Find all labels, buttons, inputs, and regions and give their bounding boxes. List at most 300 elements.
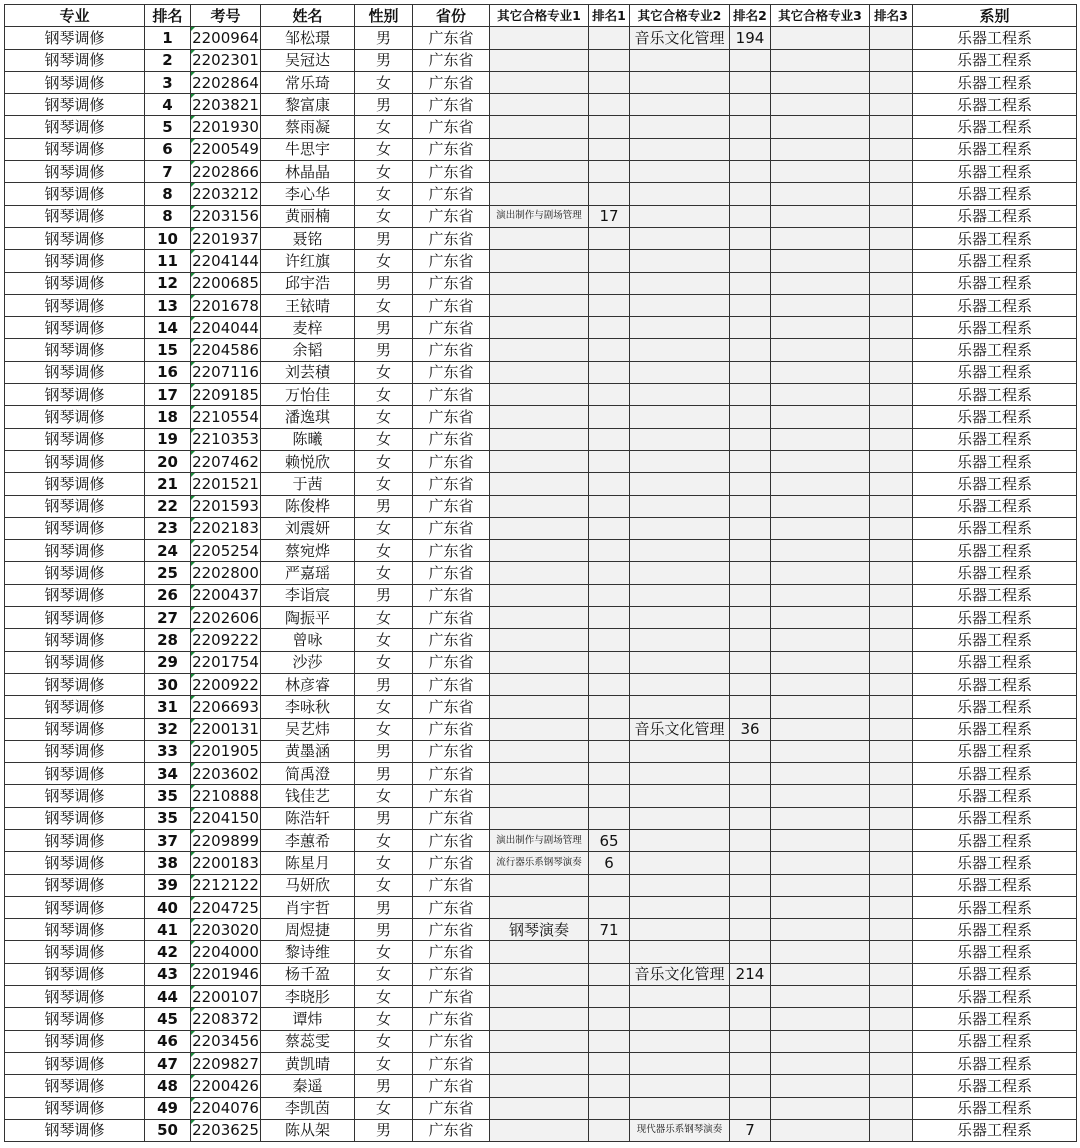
cell-rank-3 [870, 1052, 913, 1074]
cell-province: 广东省 [413, 384, 490, 406]
cell-rank: 11 [145, 250, 191, 272]
cell-exam-id: 2203602 [191, 763, 261, 785]
cell-rank-2 [730, 250, 771, 272]
cell-other-major-2 [630, 384, 730, 406]
cell-rank-2 [730, 361, 771, 383]
cell-department: 乐器工程系 [913, 138, 1077, 160]
cell-major: 钢琴调修 [5, 138, 145, 160]
cell-name: 陈俊桦 [261, 495, 355, 517]
cell-other-major-2 [630, 584, 730, 606]
cell-rank-3 [870, 317, 913, 339]
cell-rank-1 [589, 183, 630, 205]
cell-other-major-2 [630, 1075, 730, 1097]
cell-name: 刘芸積 [261, 361, 355, 383]
cell-other-major-1 [490, 428, 589, 450]
table-row [5, 629, 1077, 651]
cell-rank-1 [589, 584, 630, 606]
cell-department: 乐器工程系 [913, 763, 1077, 785]
table-row [5, 696, 1077, 718]
cell-exam-id: 2202301 [191, 49, 261, 71]
table-row [5, 49, 1077, 71]
cell-rank-2: 7 [730, 1119, 771, 1141]
cell-department: 乐器工程系 [913, 718, 1077, 740]
cell-name: 李晓肜 [261, 986, 355, 1008]
cell-gender: 女 [355, 941, 413, 963]
cell-major: 钢琴调修 [5, 919, 145, 941]
cell-department: 乐器工程系 [913, 1052, 1077, 1074]
cell-province: 广东省 [413, 161, 490, 183]
cell-other-major-3 [771, 94, 870, 116]
cell-rank: 27 [145, 607, 191, 629]
header-major: 专业 [5, 5, 145, 27]
cell-other-major-2 [630, 852, 730, 874]
cell-rank-1 [589, 740, 630, 762]
cell-exam-id: 2201930 [191, 116, 261, 138]
cell-exam-id: 2210554 [191, 406, 261, 428]
header-department: 系别 [913, 5, 1077, 27]
table-row [5, 406, 1077, 428]
cell-other-major-1 [490, 495, 589, 517]
cell-name: 潘逸琪 [261, 406, 355, 428]
cell-province: 广东省 [413, 673, 490, 695]
cell-rank-2 [730, 1075, 771, 1097]
cell-department: 乐器工程系 [913, 941, 1077, 963]
cell-department: 乐器工程系 [913, 116, 1077, 138]
cell-major: 钢琴调修 [5, 562, 145, 584]
cell-department: 乐器工程系 [913, 919, 1077, 941]
cell-other-major-3 [771, 183, 870, 205]
cell-major: 钢琴调修 [5, 183, 145, 205]
cell-exam-id: 2209185 [191, 384, 261, 406]
cell-department: 乐器工程系 [913, 495, 1077, 517]
cell-exam-id: 2210888 [191, 785, 261, 807]
cell-other-major-2 [630, 651, 730, 673]
cell-gender: 男 [355, 740, 413, 762]
cell-name: 黄丽楠 [261, 205, 355, 227]
cell-other-major-2: 音乐文化管理 [630, 963, 730, 985]
cell-rank-2 [730, 406, 771, 428]
cell-rank: 16 [145, 361, 191, 383]
table-row [5, 339, 1077, 361]
table-row [5, 963, 1077, 985]
cell-other-major-3 [771, 919, 870, 941]
cell-other-major-2 [630, 428, 730, 450]
cell-other-major-1 [490, 1097, 589, 1119]
table-row [5, 986, 1077, 1008]
cell-rank: 17 [145, 384, 191, 406]
cell-other-major-2 [630, 317, 730, 339]
cell-exam-id: 2201754 [191, 651, 261, 673]
cell-name: 马妍欣 [261, 874, 355, 896]
cell-other-major-2 [630, 450, 730, 472]
table-row [5, 651, 1077, 673]
cell-rank-1 [589, 71, 630, 93]
cell-rank-1 [589, 27, 630, 49]
cell-rank-1 [589, 473, 630, 495]
cell-major: 钢琴调修 [5, 941, 145, 963]
cell-exam-id: 2212122 [191, 874, 261, 896]
header-other-major-3: 其它合格专业3 [771, 5, 870, 27]
cell-major: 钢琴调修 [5, 71, 145, 93]
cell-major: 钢琴调修 [5, 607, 145, 629]
cell-other-major-1 [490, 807, 589, 829]
cell-rank-2 [730, 673, 771, 695]
cell-rank-3 [870, 540, 913, 562]
cell-province: 广东省 [413, 94, 490, 116]
cell-gender: 女 [355, 1097, 413, 1119]
header-rank-3: 排名3 [870, 5, 913, 27]
table-row [5, 227, 1077, 249]
cell-gender: 女 [355, 473, 413, 495]
cell-name: 沙莎 [261, 651, 355, 673]
table-row [5, 205, 1077, 227]
table-row [5, 384, 1077, 406]
cell-rank-2 [730, 71, 771, 93]
cell-other-major-2 [630, 607, 730, 629]
cell-gender: 男 [355, 919, 413, 941]
cell-gender: 女 [355, 629, 413, 651]
cell-exam-id: 2203212 [191, 183, 261, 205]
cell-rank-2 [730, 450, 771, 472]
cell-gender: 男 [355, 495, 413, 517]
cell-rank-2 [730, 584, 771, 606]
cell-exam-id: 2200426 [191, 1075, 261, 1097]
cell-other-major-2 [630, 763, 730, 785]
cell-department: 乐器工程系 [913, 406, 1077, 428]
cell-major: 钢琴调修 [5, 785, 145, 807]
cell-other-major-3 [771, 540, 870, 562]
cell-rank-2 [730, 562, 771, 584]
cell-rank-1 [589, 1119, 630, 1141]
cell-province: 广东省 [413, 294, 490, 316]
cell-rank: 22 [145, 495, 191, 517]
admission-results-table [4, 4, 1077, 1142]
cell-major: 钢琴调修 [5, 317, 145, 339]
cell-name: 于茜 [261, 473, 355, 495]
cell-rank-1 [589, 339, 630, 361]
table-row [5, 718, 1077, 740]
cell-other-major-2 [630, 294, 730, 316]
cell-major: 钢琴调修 [5, 450, 145, 472]
table-row [5, 941, 1077, 963]
cell-rank-1 [589, 406, 630, 428]
cell-rank: 48 [145, 1075, 191, 1097]
cell-other-major-1 [490, 49, 589, 71]
cell-other-major-2 [630, 986, 730, 1008]
cell-department: 乐器工程系 [913, 651, 1077, 673]
cell-other-major-3 [771, 294, 870, 316]
cell-province: 广东省 [413, 205, 490, 227]
table-row [5, 1052, 1077, 1074]
cell-major: 钢琴调修 [5, 495, 145, 517]
cell-rank-2 [730, 607, 771, 629]
cell-other-major-1 [490, 294, 589, 316]
cell-gender: 女 [355, 785, 413, 807]
cell-other-major-1: 流行器乐系钢琴演奏 [490, 852, 589, 874]
cell-rank-2 [730, 517, 771, 539]
cell-other-major-2 [630, 227, 730, 249]
cell-other-major-1 [490, 1119, 589, 1141]
cell-other-major-2 [630, 94, 730, 116]
cell-major: 钢琴调修 [5, 294, 145, 316]
cell-other-major-2 [630, 495, 730, 517]
cell-rank: 20 [145, 450, 191, 472]
cell-rank-3 [870, 562, 913, 584]
cell-rank-3 [870, 584, 913, 606]
cell-other-major-2 [630, 807, 730, 829]
cell-other-major-3 [771, 138, 870, 160]
cell-gender: 男 [355, 227, 413, 249]
cell-other-major-3 [771, 986, 870, 1008]
cell-other-major-1 [490, 763, 589, 785]
cell-other-major-1 [490, 740, 589, 762]
cell-rank-2 [730, 495, 771, 517]
cell-major: 钢琴调修 [5, 473, 145, 495]
cell-major: 钢琴调修 [5, 1097, 145, 1119]
cell-exam-id: 2202800 [191, 562, 261, 584]
cell-major: 钢琴调修 [5, 161, 145, 183]
cell-rank: 30 [145, 673, 191, 695]
cell-department: 乐器工程系 [913, 829, 1077, 851]
cell-exam-id: 2201905 [191, 740, 261, 762]
cell-department: 乐器工程系 [913, 27, 1077, 49]
cell-department: 乐器工程系 [913, 696, 1077, 718]
cell-rank-2 [730, 919, 771, 941]
cell-rank-2 [730, 384, 771, 406]
cell-gender: 女 [355, 138, 413, 160]
cell-other-major-3 [771, 651, 870, 673]
cell-other-major-2 [630, 205, 730, 227]
cell-rank-2 [730, 874, 771, 896]
cell-province: 广东省 [413, 562, 490, 584]
cell-other-major-3 [771, 740, 870, 762]
cell-department: 乐器工程系 [913, 49, 1077, 71]
cell-gender: 女 [355, 829, 413, 851]
cell-department: 乐器工程系 [913, 1030, 1077, 1052]
cell-rank: 26 [145, 584, 191, 606]
cell-major: 钢琴调修 [5, 763, 145, 785]
cell-province: 广东省 [413, 71, 490, 93]
cell-gender: 女 [355, 406, 413, 428]
cell-major: 钢琴调修 [5, 384, 145, 406]
cell-major: 钢琴调修 [5, 896, 145, 918]
cell-department: 乐器工程系 [913, 584, 1077, 606]
cell-rank-3 [870, 607, 913, 629]
cell-rank-1: 65 [589, 829, 630, 851]
cell-name: 邱宇浩 [261, 272, 355, 294]
cell-department: 乐器工程系 [913, 986, 1077, 1008]
cell-province: 广东省 [413, 517, 490, 539]
cell-rank-3 [870, 919, 913, 941]
table-row [5, 852, 1077, 874]
cell-province: 广东省 [413, 272, 490, 294]
cell-other-major-3 [771, 1052, 870, 1074]
cell-name: 曾咏 [261, 629, 355, 651]
cell-gender: 女 [355, 250, 413, 272]
cell-other-major-2 [630, 517, 730, 539]
cell-other-major-3 [771, 785, 870, 807]
cell-province: 广东省 [413, 361, 490, 383]
header-row [5, 5, 1077, 27]
cell-other-major-3 [771, 227, 870, 249]
header-gender: 性别 [355, 5, 413, 27]
cell-gender: 男 [355, 272, 413, 294]
cell-other-major-3 [771, 807, 870, 829]
cell-exam-id: 2204076 [191, 1097, 261, 1119]
cell-rank-1 [589, 250, 630, 272]
cell-other-major-3 [771, 874, 870, 896]
cell-rank-2 [730, 1052, 771, 1074]
cell-other-major-3 [771, 384, 870, 406]
cell-other-major-1 [490, 696, 589, 718]
cell-other-major-2 [630, 1008, 730, 1030]
cell-major: 钢琴调修 [5, 116, 145, 138]
cell-rank: 4 [145, 94, 191, 116]
cell-rank-3 [870, 852, 913, 874]
cell-name: 余韬 [261, 339, 355, 361]
cell-other-major-1 [490, 183, 589, 205]
cell-other-major-1 [490, 607, 589, 629]
cell-rank-3 [870, 272, 913, 294]
cell-other-major-1 [490, 161, 589, 183]
cell-other-major-2 [630, 785, 730, 807]
cell-rank-3 [870, 384, 913, 406]
cell-other-major-1 [490, 406, 589, 428]
cell-rank-3 [870, 339, 913, 361]
cell-name: 严嘉瑶 [261, 562, 355, 584]
cell-gender: 女 [355, 718, 413, 740]
cell-other-major-1 [490, 116, 589, 138]
cell-exam-id: 2201946 [191, 963, 261, 985]
cell-other-major-3 [771, 963, 870, 985]
cell-department: 乐器工程系 [913, 1008, 1077, 1030]
table-row [5, 1008, 1077, 1030]
cell-rank-2 [730, 94, 771, 116]
table-row [5, 607, 1077, 629]
cell-province: 广东省 [413, 607, 490, 629]
cell-rank-1 [589, 138, 630, 160]
cell-rank-3 [870, 941, 913, 963]
cell-name: 许红旗 [261, 250, 355, 272]
cell-exam-id: 2205254 [191, 540, 261, 562]
cell-name: 陈星月 [261, 852, 355, 874]
cell-rank-3 [870, 740, 913, 762]
cell-other-major-2 [630, 49, 730, 71]
cell-rank-3 [870, 696, 913, 718]
cell-name: 赖悦欣 [261, 450, 355, 472]
cell-other-major-3 [771, 272, 870, 294]
cell-rank-1 [589, 607, 630, 629]
cell-department: 乐器工程系 [913, 852, 1077, 874]
cell-department: 乐器工程系 [913, 227, 1077, 249]
cell-rank-3 [870, 1075, 913, 1097]
cell-rank-1: 6 [589, 852, 630, 874]
cell-exam-id: 2200685 [191, 272, 261, 294]
cell-rank-3 [870, 138, 913, 160]
cell-rank: 31 [145, 696, 191, 718]
table-row [5, 71, 1077, 93]
cell-other-major-2 [630, 874, 730, 896]
cell-gender: 女 [355, 294, 413, 316]
cell-other-major-2 [630, 629, 730, 651]
cell-province: 广东省 [413, 785, 490, 807]
cell-rank-2: 214 [730, 963, 771, 985]
cell-rank: 21 [145, 473, 191, 495]
cell-other-major-2 [630, 473, 730, 495]
header-other-major-1: 其它合格专业1 [490, 5, 589, 27]
cell-other-major-1 [490, 27, 589, 49]
cell-rank: 45 [145, 1008, 191, 1030]
cell-rank-1: 71 [589, 919, 630, 941]
cell-rank: 40 [145, 896, 191, 918]
cell-name: 邹松璟 [261, 27, 355, 49]
cell-name: 肖宇哲 [261, 896, 355, 918]
cell-rank-1 [589, 361, 630, 383]
cell-rank-3 [870, 473, 913, 495]
table-row [5, 317, 1077, 339]
cell-name: 李诣宸 [261, 584, 355, 606]
cell-other-major-1 [490, 384, 589, 406]
cell-rank: 50 [145, 1119, 191, 1141]
cell-other-major-3 [771, 607, 870, 629]
cell-department: 乐器工程系 [913, 874, 1077, 896]
cell-department: 乐器工程系 [913, 607, 1077, 629]
cell-department: 乐器工程系 [913, 183, 1077, 205]
cell-major: 钢琴调修 [5, 517, 145, 539]
cell-rank-2 [730, 161, 771, 183]
cell-rank-2 [730, 986, 771, 1008]
cell-rank: 19 [145, 428, 191, 450]
cell-other-major-3 [771, 763, 870, 785]
cell-other-major-2 [630, 696, 730, 718]
cell-gender: 女 [355, 696, 413, 718]
cell-other-major-3 [771, 718, 870, 740]
cell-major: 钢琴调修 [5, 696, 145, 718]
table-row [5, 740, 1077, 762]
cell-rank-1 [589, 1030, 630, 1052]
cell-major: 钢琴调修 [5, 673, 145, 695]
cell-name: 林晶晶 [261, 161, 355, 183]
cell-rank-2 [730, 941, 771, 963]
cell-other-major-1 [490, 1030, 589, 1052]
header-name: 姓名 [261, 5, 355, 27]
cell-other-major-2 [630, 919, 730, 941]
cell-major: 钢琴调修 [5, 205, 145, 227]
cell-other-major-3 [771, 428, 870, 450]
cell-other-major-3 [771, 361, 870, 383]
cell-name: 牛思宇 [261, 138, 355, 160]
cell-name: 常乐琦 [261, 71, 355, 93]
cell-gender: 女 [355, 205, 413, 227]
cell-major: 钢琴调修 [5, 361, 145, 383]
cell-province: 广东省 [413, 829, 490, 851]
header-rank-2: 排名2 [730, 5, 771, 27]
table-row [5, 27, 1077, 49]
cell-other-major-2 [630, 339, 730, 361]
cell-rank: 5 [145, 116, 191, 138]
cell-province: 广东省 [413, 317, 490, 339]
cell-name: 黎富康 [261, 94, 355, 116]
cell-major: 钢琴调修 [5, 963, 145, 985]
table-row [5, 361, 1077, 383]
cell-exam-id: 2203020 [191, 919, 261, 941]
cell-rank-1 [589, 963, 630, 985]
cell-rank: 12 [145, 272, 191, 294]
cell-gender: 女 [355, 874, 413, 896]
cell-exam-id: 2209899 [191, 829, 261, 851]
cell-department: 乐器工程系 [913, 317, 1077, 339]
cell-exam-id: 2207116 [191, 361, 261, 383]
